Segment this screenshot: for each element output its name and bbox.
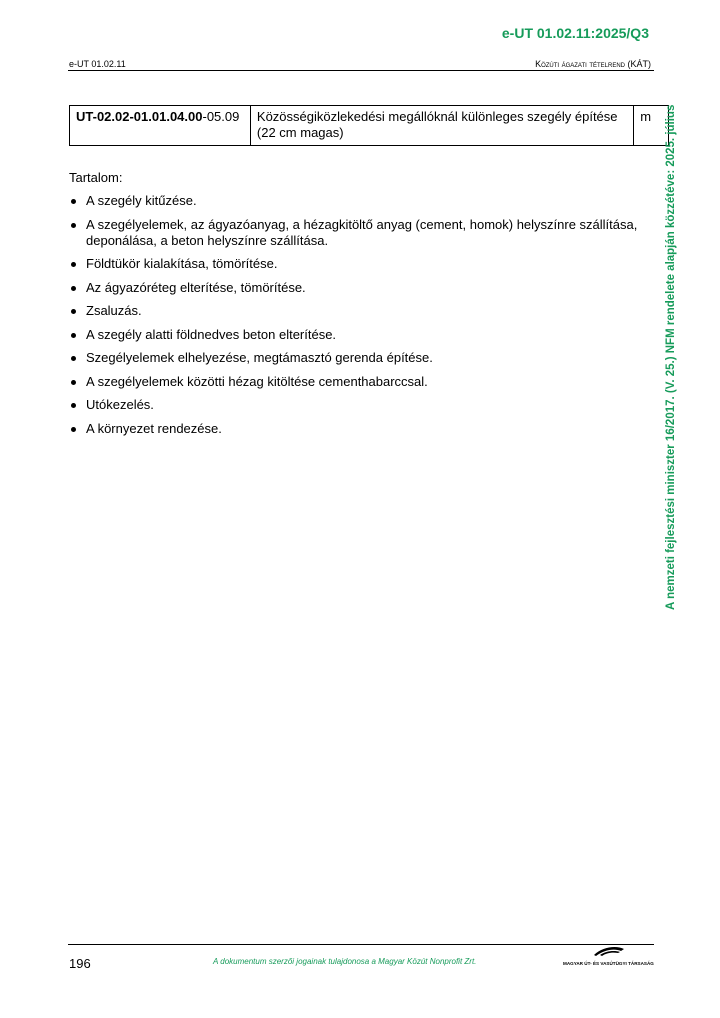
header-rule xyxy=(68,70,654,71)
page-number: 196 xyxy=(69,956,91,971)
item-unit-cell: m xyxy=(634,106,669,146)
document-code: e-UT 01.02.11:2025/Q3 xyxy=(501,25,649,41)
list-item: A szegélyelemek közötti hézag kitöltése cementhabarccsal. xyxy=(69,374,654,390)
item-description-cell: Közösségiközlekedési megállóknál különleges szegély építése (22 cm magas) xyxy=(250,106,633,146)
list-item: Az ágyazóréteg elterítése, tömörítése. xyxy=(69,280,654,296)
society-logo xyxy=(560,944,656,968)
list-item: Utókezelés. xyxy=(69,397,654,413)
list-item: A szegély kitűzése. xyxy=(69,193,654,209)
list-item: Szegélyelemek elhelyezése, megtámasztó gerenda építése. xyxy=(69,350,654,366)
side-publication-note: A nemzeti fejlesztési miniszter 16/2017. (V. 25.) NFM rendelete alapján közzétéve: 2025. július xyxy=(665,104,677,610)
item-table xyxy=(69,105,669,146)
list-item: A szegélyelemek, az ágyazóanyag, a hézagkitöltő anyag (cement, homok) helyszínre szállítása, deponálása, a beton helyszínre szállítása. xyxy=(69,217,654,249)
header-left-reference: e-UT 01.02.11 xyxy=(69,59,126,69)
header-right-title xyxy=(535,59,651,69)
item-row xyxy=(70,106,669,146)
header-title-text: Közúti ágazati tételrend (KÁT) xyxy=(535,59,651,69)
contents-list xyxy=(69,193,654,444)
list-item: A szegély alatti földnedves beton elterítése. xyxy=(69,327,654,343)
contents-label: Tartalom: xyxy=(69,170,123,185)
list-item: A környezet rendezése. xyxy=(69,421,654,437)
copyright-notice: A dokumentum szerzői jogainak tulajdonosa a Magyar Közút Nonprofit Zrt. xyxy=(213,957,477,966)
list-item: Földtükör kialakítása, tömörítése. xyxy=(69,256,654,272)
item-code-cell xyxy=(70,106,251,146)
item-code-main: UT-02.02-01.01.04.00 xyxy=(76,109,203,124)
item-code-suffix: -05.09 xyxy=(202,109,240,124)
logo-text: MAGYAR ÚT- ÉS VASÚTÜGYI TÁRSASÁG xyxy=(563,961,654,966)
list-item: Zsaluzás. xyxy=(69,303,654,319)
